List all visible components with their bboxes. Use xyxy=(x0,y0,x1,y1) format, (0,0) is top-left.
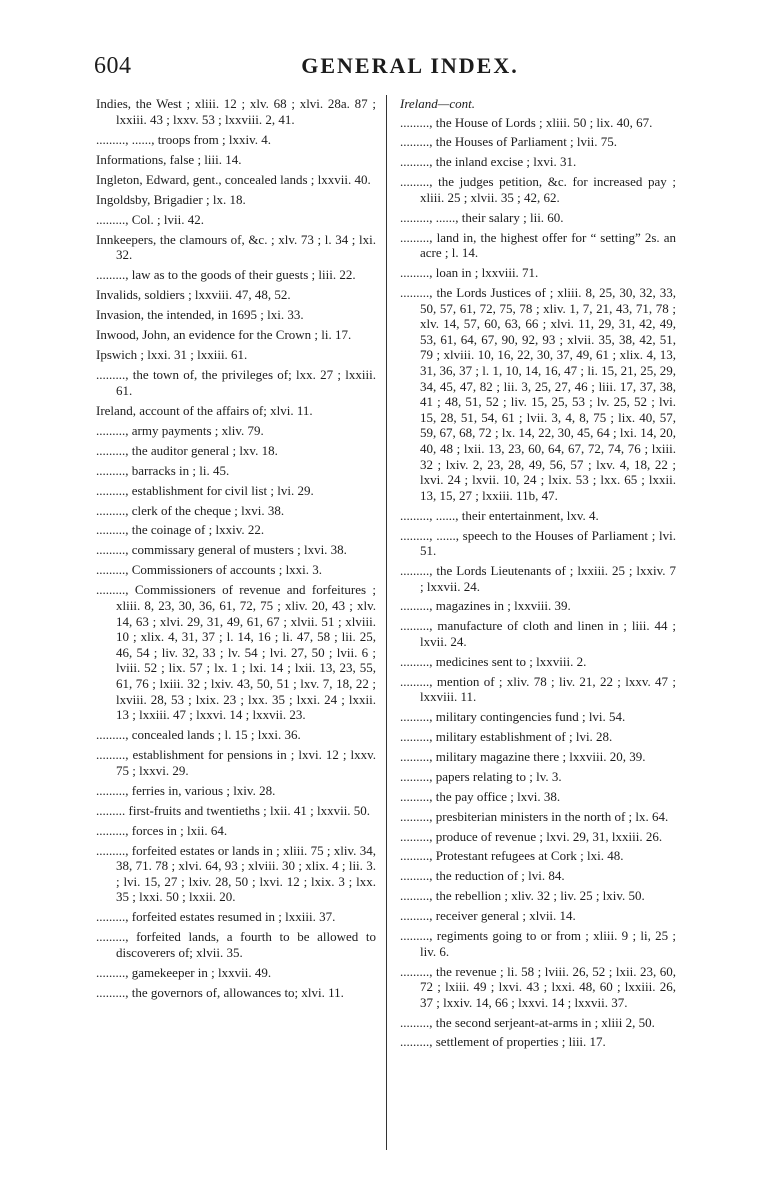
index-entry: ........., manufacture of cloth and linen in ; liii. 44 ; lxvii. 24. xyxy=(400,618,676,649)
index-entry: ........., establishment for pensions in ; lxvi. 12 ; lxxv. 75 ; lxxvi. 29. xyxy=(96,747,376,778)
index-entry: Inwood, John, an evidence for the Crown ; li. 17. xyxy=(96,327,352,343)
index-entry: ........., regiments going to or from ; xliii. 9 ; li, 25 ; liv. 6. xyxy=(400,928,676,959)
index-entry: ........., the House of Lords ; xliii. 50 ; lix. 40, 67. xyxy=(400,114,653,130)
index-entry: Ingleton, Edward, gent., concealed lands ; lxxvii. 40. xyxy=(96,171,371,187)
continuation-heading xyxy=(400,96,676,112)
index-entry: ........., establishment for civil list ; lvi. 29. xyxy=(96,482,314,498)
index-entry: ........., forfeited estates or lands in ; xliii. 75 ; xliv. 34, 38, 71. 78 ; xlvi. 64, 93 ; xlviii. 30 ; xlix. 4 ; lii. 3. ; lvi. 15, 27 ; lxiv. 28, 50 ; lxvi. 12 ; lxix. 3 ; lxx. 35 ; lxxi. 50 ; lxxii. 20. xyxy=(96,842,376,905)
index-entry: ........., concealed lands ; l. 15 ; lxxi. 36. xyxy=(96,727,301,743)
index-entry: ........., military magazine there ; lxxviii. 20, 39. xyxy=(400,749,646,765)
index-entry: ........., receiver general ; xlvii. 14. xyxy=(400,908,576,924)
index-entry: ........., ......, their entertainment, lxv. 4. xyxy=(400,507,599,523)
index-entry: ........., presbiterian ministers in the north of ; lx. 64. xyxy=(400,808,669,824)
index-entry: ........., the revenue ; li. 58 ; lviii. 26, 52 ; lxii. 23, 60, 72 ; lxiii. 49 ; lxvi. 43 ; lxxi. 48, 60 ; lxxiii. 26, 37 ; lxxiv. 14, 66 ; lxxvi. 14 ; lxxvii. 37. xyxy=(400,963,676,1010)
index-entry: ........., the governors of, allowances to; xlvi. 11. xyxy=(96,985,344,1000)
running-head: GENERAL INDEX. xyxy=(301,53,519,78)
index-entry: ........., ......, speech to the Houses of Parliament ; lvi. 51. xyxy=(400,527,676,559)
index-entry: ........., produce of revenue ; lxvi. 29, 31, lxxiii. 26. xyxy=(400,828,663,844)
index-entry: Innkeepers, the clamours of, &c. ; xlv. 73 ; l. 34 ; lxi. 32. xyxy=(96,231,376,263)
index-entry: Ipswich ; lxxi. 31 ; lxxiii. 61. xyxy=(96,347,248,363)
index-entry: ........., the Lords Justices of ; xliii. 8, 25, 30, 32, 33, 50, 57, 61, 72, 75, 78 ; xliv. 1, 7, 21, 43, 71, 78 ; xlv. 14, 57, 60, 63, 66 ; xlvi. 11, 29, 31, 42, 49, 53, 61, 64, 67, 90, 92, 93 ; xlvii. 35, 38, 42, 51, 79 ; xlviii. 10, 16, 22, 30, 37, 49, 61 ; xlix. 4, 13, 31, 36, 37 ; l. 1, 10, 14, 16, 47 ; li. 15, 21, 25, 29, 34, 45, 47, 82 ; lii. 3, 25, 27, 46 ; liii. 17, 37, 38, 41 ; 48, 51, 52 ; liv. 15, 25, 53 ; lv. 25, 52 ; lvi. 15, 28, 51, 54, 61 ; lvii. 3, 4, 8, 75 ; lix. 40, 57, 59, 67, 68, 72 ; lx. 14, 22, 30, 45, 64 ; lxi. 14, 20, 40, 48 ; lxii. 13, 23, 60, 64, 67, 72, 74, 76 ; lxiii. 32 ; lxiv. 2, 23, 28, 49, 56, 57 ; lxv. 4, 18, 22 ; lxvi. 24 ; lxvii. 10, 24 ; lxix. 53 ; lxx. 65 ; lxxii. 13, 15, 27 ; lxxiii. 11b, 47. xyxy=(400,285,676,503)
index-entry: Invasion, the intended, in 1695 ; lxi. 33. xyxy=(96,307,304,323)
index-entry: ........., forfeited lands, a fourth to be allowed to discoverers of; xlvii. 35. xyxy=(96,929,376,961)
index-entry: ........., ......, their salary ; lii. 60. xyxy=(400,209,564,225)
index-entry: ........., the pay office ; lxvi. 38. xyxy=(400,788,561,804)
index-entry: ......... first-fruits and twentieths ; lxii. 41 ; lxxvii. 50. xyxy=(96,802,371,818)
index-entry: ........., ferries in, various ; lxiv. 28. xyxy=(96,782,276,798)
index-entry: Invalids, soldiers ; lxxviii. 47, 48, 52. xyxy=(96,287,291,303)
index-entry: Ingoldsby, Brigadier ; lx. 18. xyxy=(96,191,246,207)
continuation-label: Ireland—cont. xyxy=(400,96,475,111)
index-entry: ........., Col. ; lvii. 42. xyxy=(96,211,204,227)
index-entry: ........., commissary general of musters ; lxvi. 38. xyxy=(96,542,347,558)
index-entry: ........., forces in ; lxii. 64. xyxy=(96,822,228,838)
index-entry: ........., the reduction of ; lvi. 84. xyxy=(400,868,565,884)
index-entry: ........., Commissioners of accounts ; lxxi. 3. xyxy=(96,562,323,578)
index-entry: ........., magazines in ; lxxviii. 39. xyxy=(400,598,571,614)
index-entry: ........., Protestant refugees at Cork ; lxi. 48. xyxy=(400,848,624,864)
index-entry: ........., the coinage of ; lxxiv. 22. xyxy=(96,522,265,538)
index-entry: ........., clerk of the cheque ; lxvi. 38. xyxy=(96,502,285,518)
index-entry: ........., army payments ; xliv. 79. xyxy=(96,422,264,438)
index-entry: Informations, false ; liii. 14. xyxy=(96,151,242,167)
index-entry: Ireland, account of the affairs of; xlvi. 11. xyxy=(96,402,313,418)
index-column-right xyxy=(400,96,676,1054)
index-entry: ........., gamekeeper in ; lxxvii. 49. xyxy=(96,965,272,981)
index-entry: ........., the Lords Lieutenants of ; lxxiii. 25 ; lxxiv. 7 ; lxxvii. 24. xyxy=(400,563,676,594)
index-entry: ........., the town of, the privileges of; lxx. 27 ; lxxiii. 61. xyxy=(96,367,376,398)
index-entry: ........., land in, the highest offer for “ setting” 2s. an acre ; l. 14. xyxy=(400,229,676,261)
page-number: 604 xyxy=(94,53,132,79)
index-entry: ........., mention of ; xliv. 78 ; liv. 21, 22 ; lxxv. 47 ; lxxviii. 11. xyxy=(400,673,676,705)
index-entry: ........., the rebellion ; xliv. 32 ; liv. 25 ; lxiv. 50. xyxy=(400,888,645,904)
index-entry: ........., papers relating to ; lv. 3. xyxy=(400,768,562,784)
index-entry: ........., barracks in ; li. 45. xyxy=(96,462,230,478)
index-entry: ........., loan in ; lxxviii. 71. xyxy=(400,265,539,281)
index-entry: ........., the auditor general ; lxv. 18. xyxy=(96,442,278,458)
index-entry: ........., the second serjeant-at-arms in ; xliii 2, 50. xyxy=(400,1014,655,1030)
index-entry: ........., forfeited estates resumed in ; lxxiii. 37. xyxy=(96,909,336,925)
index-entry: ........., military contingencies fund ; lvi. 54. xyxy=(400,709,626,725)
index-entry: ........., the inland excise ; lxvi. 31. xyxy=(400,154,577,170)
index-entry: ........., the Houses of Parliament ; lvii. 75. xyxy=(400,134,618,150)
index-entry: ........., Commissioners of revenue and forfeitures ; xliii. 8, 23, 30, 36, 61, 72, 75 ; xliv. 20, 43 ; xlv. 14, 63 ; xlvi. 29, 31, 49, 61, 67 ; xlvii. 51 ; xlviii. 10 ; xlix. 4, 31, 37 ; l. 14, 16 ; li. 47, 58 ; lii. 25, 46, 54 ; liv. 32, 33 ; lv. 54 ; lvi. 27, 50 ; lvii. 6 ; lviii. 52 ; lix. 57 ; lx. 1 ; lxi. 14 ; lxii. 13, 23, 55, 61, 76 ; lxiii. 32 ; lxiv. 43, 50, 51 ; lxv. 7, 18, 22 ; lxviii. 28, 53 ; lxix. 23 ; lxx. 35 ; lxxi. 24 ; lxxii. 13 ; lxxiii. 47 ; lxxvi. 14 ; lxxvii. 23. xyxy=(96,582,376,723)
index-entry: ........., military establishment of ; lvi. 28. xyxy=(400,729,613,745)
index-entry: ........., the judges petition, &c. for increased pay ; xliii. 25 ; xlvii. 35 ; 42, 62. xyxy=(400,174,676,205)
column-rule xyxy=(386,95,387,1150)
index-entry: ........., ......, troops from ; lxxiv. 4. xyxy=(96,131,272,147)
index-entry: ........., settlement of properties ; liii. 17. xyxy=(400,1034,606,1050)
index-entry: ........., law as to the goods of their guests ; liii. 22. xyxy=(96,267,356,283)
index-entry: Indies, the West ; xliii. 12 ; xlv. 68 ; xlvi. 28a. 87 ; lxxiii. 43 ; lxxv. 53 ; lxxviii. 2, 41. xyxy=(96,96,376,127)
index-entry: ........., medicines sent to ; lxxviii. 2. xyxy=(400,653,587,669)
index-column-left xyxy=(96,96,376,1005)
